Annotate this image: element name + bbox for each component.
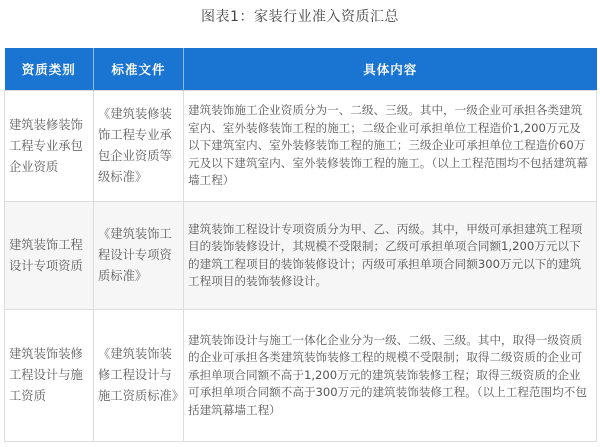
- table-row: [5, 202, 597, 310]
- cell-category: 建筑装饰装修工程设计与施工资质: [5, 310, 94, 442]
- cell-content: 建筑装饰施工企业资质分为一、二级、三级。其中，一级企业可承担各类建筑室内、室外装修装饰工程的施工；二级企业可承担单位工程造价1,200万元及以下建筑室内、室外装修装饰工程的施工；三级企业可承担单位工程造价60万元及以下建筑室内、室外装修装饰工程的施工。（以上工程范围均不包括建筑幕墙工程）: [184, 91, 597, 202]
- cell-content: 建筑装饰设计与施工一体化企业分为一级、二级、三级。其中，取得一级资质的企业可承担各类建筑装饰装修工程的规模不受限制；取得二级资质的企业可承担单项合同额不高于1,200万元的建筑装饰装修工程；取得三级资质的企业可承担单项合同额不高于300万元的建筑装饰装修工程。（以上工程范围均不包括建筑幕墙工程）: [184, 310, 597, 442]
- cell-standard: 《建筑装修装饰工程专业承包企业资质等级标准》: [94, 91, 184, 202]
- cell-category: 建筑装饰工程设计专项资质: [5, 202, 94, 310]
- cell-standard: 《建筑装饰工程设计专项资质标准》: [94, 202, 184, 310]
- header-content: 具体内容: [184, 48, 597, 91]
- cell-content: 建筑装饰工程设计专项资质分为甲、乙、丙级。其中，甲级可承担建筑工程项目的装饰装修设计，其规模不受限制；乙级可承担单项合同额1,200万元以下的建筑工程项目的装饰装修设计；丙级可承担单项合同额300万元以下的建筑工程项目的装饰装修设计。: [184, 202, 597, 310]
- figure-title: 图表1：家装行业准入资质汇总: [201, 9, 399, 25]
- header-standard: 标准文件: [94, 48, 184, 91]
- table-header-row: [5, 48, 597, 91]
- qualification-table: [4, 48, 597, 442]
- header-category: 资质类别: [5, 48, 94, 91]
- cell-standard: 《建筑装饰装修工程设计与施工资质标准》: [94, 310, 184, 442]
- table-row: [5, 91, 597, 202]
- cell-category: 建筑装修装饰工程专业承包企业资质: [5, 91, 94, 202]
- table-row: [5, 310, 597, 442]
